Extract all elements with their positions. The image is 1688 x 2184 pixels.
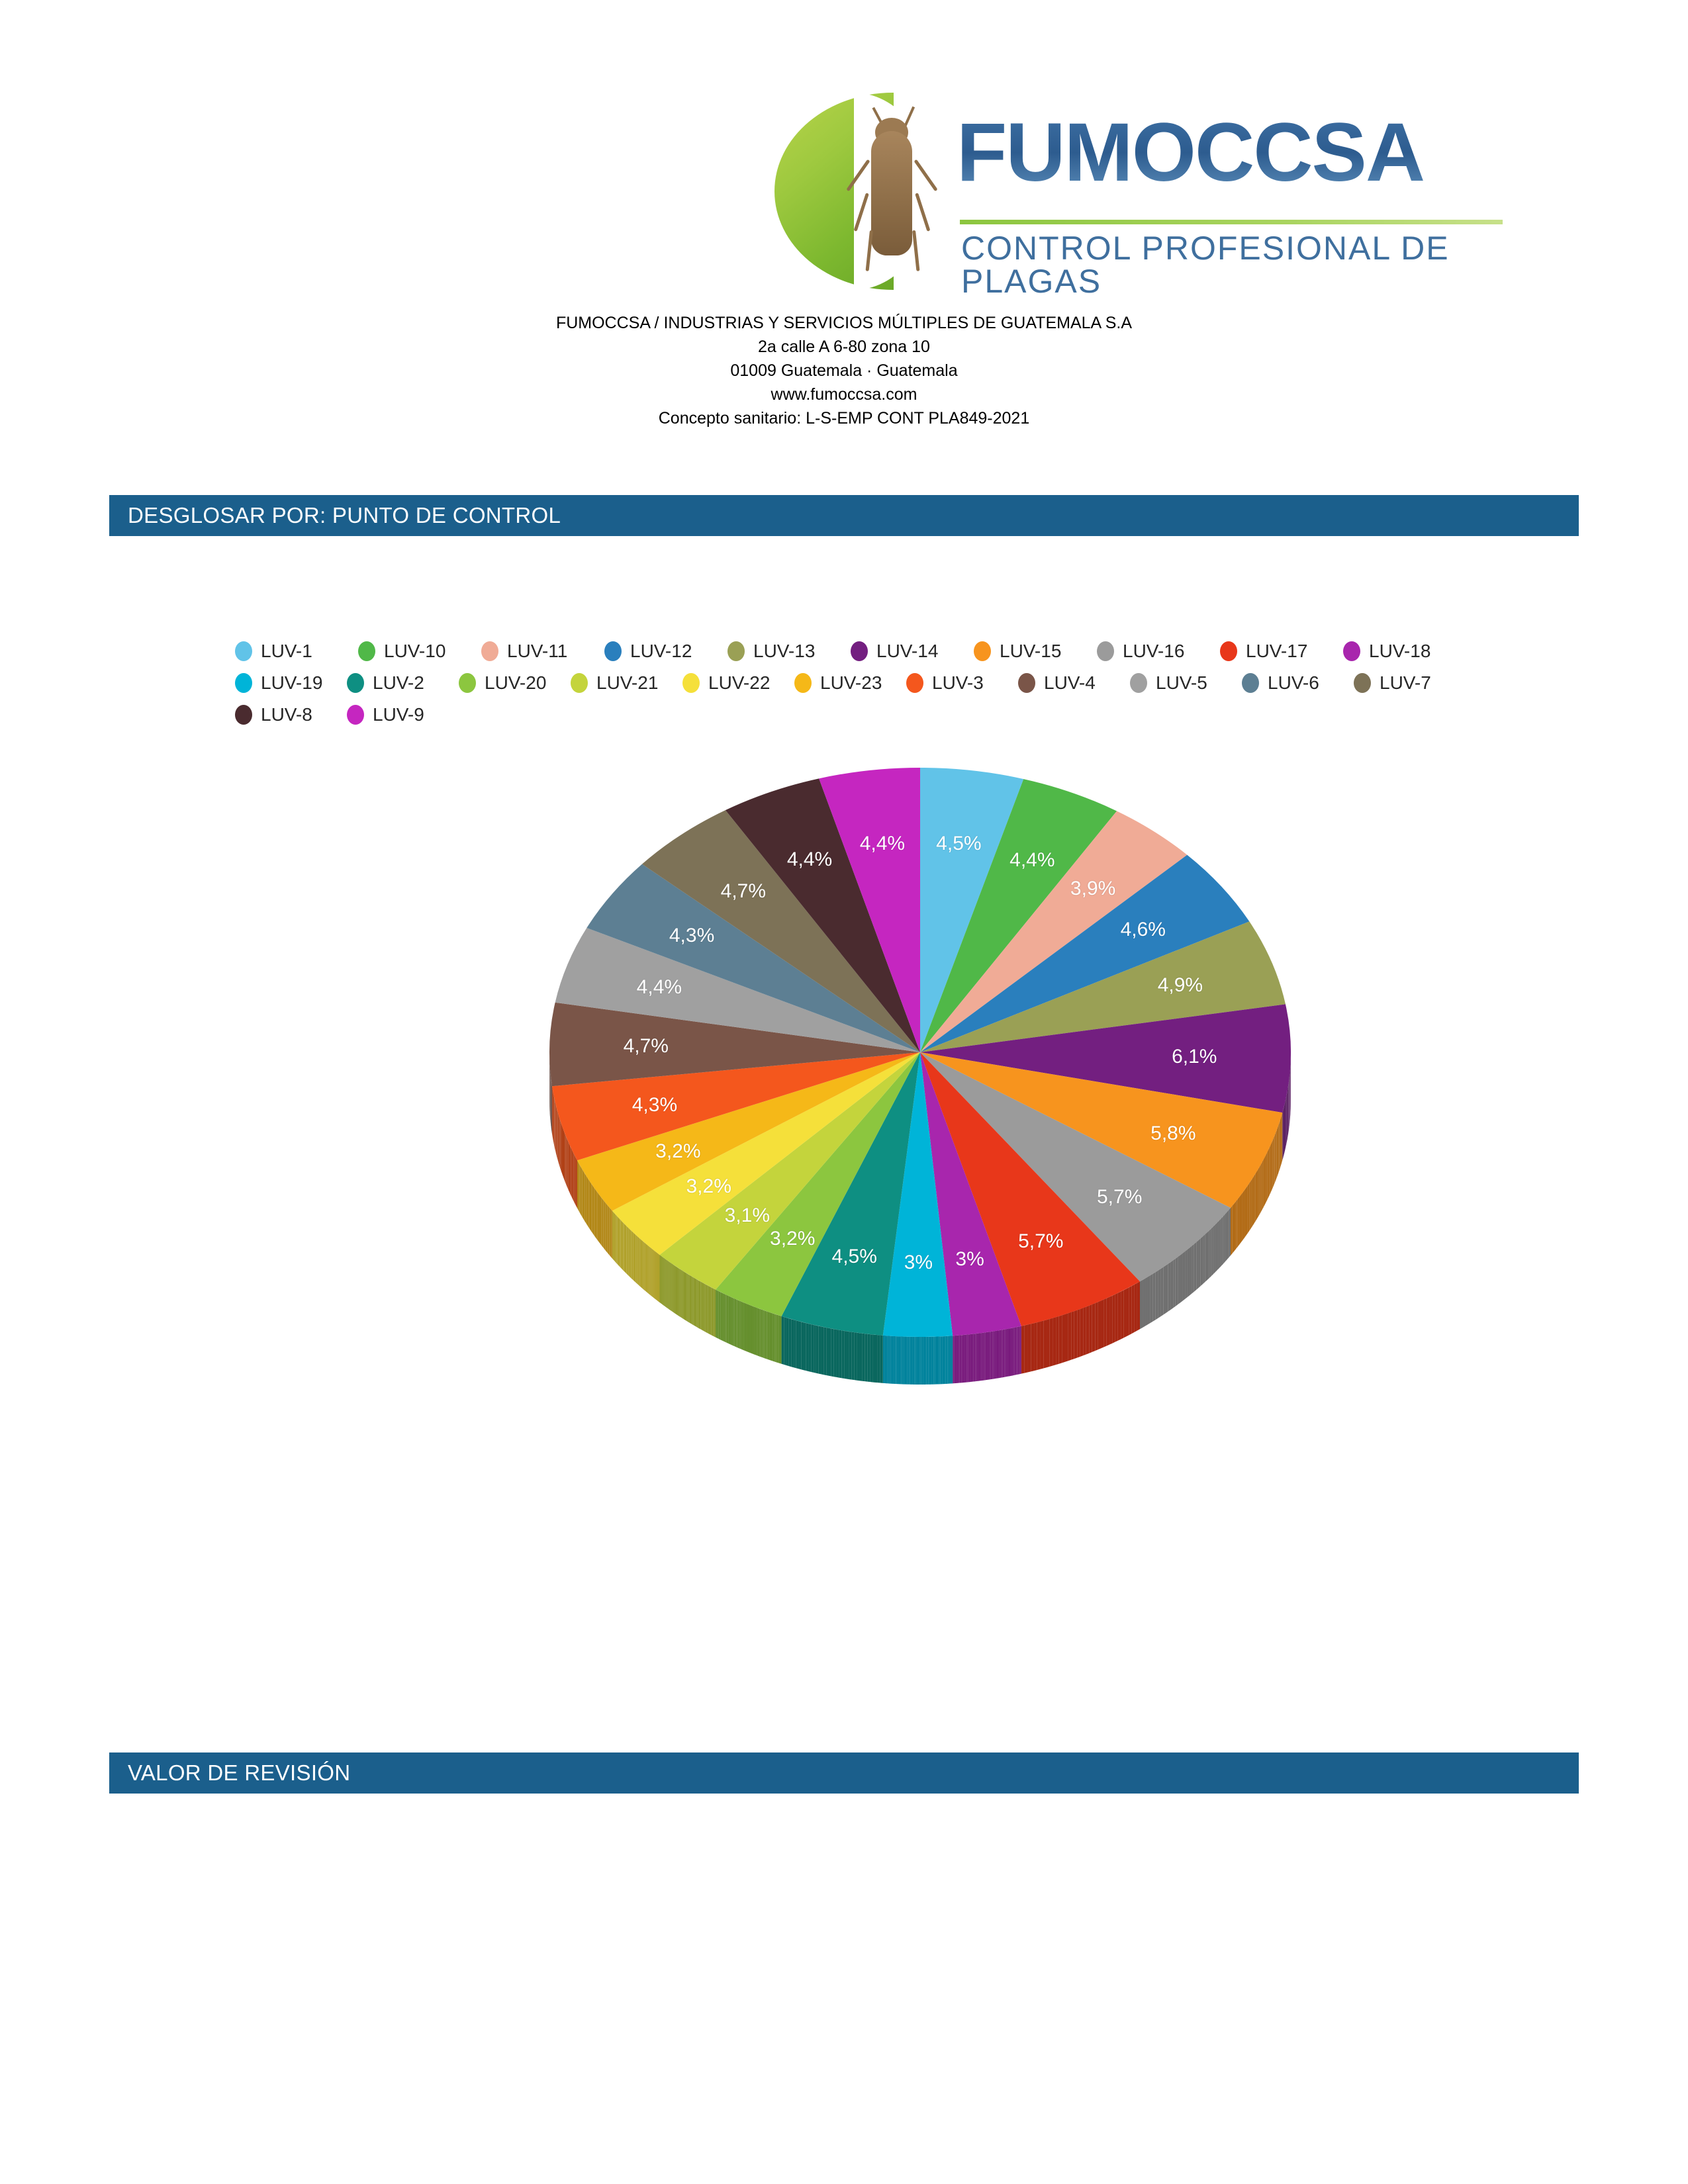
pie-label-luv-9: 4,4%: [859, 832, 906, 854]
section-bar-review-value: [109, 1752, 1579, 1794]
legend-item-luv-18[interactable]: [1343, 635, 1466, 667]
pie-label-luv-21: 3,1%: [724, 1205, 771, 1227]
legend-swatch-icon: [1130, 673, 1147, 693]
pie-label-luv-4: 4,7%: [623, 1035, 669, 1057]
pie-label-luv-20: 3,2%: [770, 1227, 816, 1250]
legend-swatch-icon: [1343, 641, 1360, 661]
pie-label-luv-5: 4,4%: [636, 976, 682, 998]
legend-swatch-icon: [851, 641, 868, 661]
sanitary-concept-line: Concepto sanitario: L-S-EMP CONT PLA849-2021: [658, 409, 1030, 428]
logo-tagline: CONTROL PROFESIONAL DE PLAGAS: [961, 230, 1450, 300]
pie-label-luv-3: 4,3%: [632, 1094, 678, 1116]
legend-item-luv-21[interactable]: [571, 667, 682, 699]
legend-swatch-icon: [1220, 641, 1237, 661]
pie-chart: [510, 768, 1331, 1403]
legend-item-luv-7[interactable]: [1354, 667, 1466, 699]
leaf-cockroach-icon: [774, 93, 927, 291]
legend-item-label: LUV-17: [1246, 641, 1308, 661]
legend-swatch-icon: [358, 641, 375, 661]
legend-item-luv-20[interactable]: [459, 667, 571, 699]
pie-label-luv-8: 4,4%: [786, 848, 833, 870]
legend-swatch-icon: [481, 641, 498, 661]
legend-swatch-icon: [727, 641, 745, 661]
website-line: www.fumoccsa.com: [771, 385, 917, 404]
pie-label-luv-11: 3,9%: [1070, 877, 1116, 899]
legend-swatch-icon: [235, 705, 252, 725]
legend-swatch-icon: [974, 641, 991, 661]
legend-swatch-icon: [1097, 641, 1114, 661]
pie-label-luv-17: 5,7%: [1018, 1230, 1064, 1252]
legend-swatch-icon: [794, 673, 812, 693]
legend-item-label: LUV-1: [261, 641, 312, 661]
legend-swatch-icon: [459, 673, 476, 693]
legend-item-label: LUV-13: [753, 641, 816, 661]
section-bar-breakdown: [109, 495, 1579, 536]
legend-item-label: LUV-23: [820, 672, 882, 693]
legend-item-luv-8[interactable]: [235, 699, 347, 731]
legend-item-label: LUV-20: [485, 672, 547, 693]
pie-label-luv-16: 5,7%: [1096, 1185, 1143, 1208]
legend-item-label: LUV-11: [507, 641, 568, 661]
legend-swatch-icon: [1354, 673, 1371, 693]
legend-item-luv-6[interactable]: [1242, 667, 1354, 699]
legend-item-label: LUV-5: [1156, 672, 1207, 693]
legend-item-label: LUV-8: [261, 704, 312, 725]
pie-label-luv-23: 3,2%: [655, 1140, 701, 1162]
legend-item-luv-23[interactable]: [794, 667, 906, 699]
legend-item-luv-17[interactable]: [1220, 635, 1343, 667]
legend-item-label: LUV-12: [630, 641, 692, 661]
pie-label-luv-1: 4,5%: [936, 832, 982, 854]
legend-swatch-icon: [1018, 673, 1035, 693]
section-bar-review-value-label: VALOR DE REVISIÓN: [128, 1760, 351, 1785]
legend-item-luv-14[interactable]: [851, 635, 974, 667]
legend-item-luv-1[interactable]: [235, 635, 358, 667]
pie-label-luv-22: 3,2%: [686, 1175, 731, 1197]
street-line: 2a calle A 6-80 zona 10: [758, 338, 930, 356]
legend-item-luv-11[interactable]: [481, 635, 604, 667]
legend-item-luv-13[interactable]: [727, 635, 851, 667]
legend-item-label: LUV-3: [932, 672, 984, 693]
pie-label-luv-2: 4,5%: [831, 1245, 877, 1267]
pie-label-luv-18: 3%: [955, 1248, 984, 1270]
legend-item-label: LUV-4: [1044, 672, 1096, 693]
pie-label-luv-6: 4,3%: [669, 924, 715, 946]
legend-swatch-icon: [571, 673, 588, 693]
legend-swatch-icon: [682, 673, 700, 693]
logo-wordmark: FUMOCCSA: [957, 107, 1425, 199]
legend-item-luv-9[interactable]: [347, 699, 459, 731]
legend-item-label: LUV-14: [876, 641, 939, 661]
legend-item-luv-19[interactable]: [235, 667, 347, 699]
pie-label-luv-7: 4,7%: [720, 880, 767, 902]
legend-item-luv-5[interactable]: [1130, 667, 1242, 699]
legend-item-label: LUV-22: [708, 672, 771, 693]
legend-swatch-icon: [235, 673, 252, 693]
legend-item-luv-22[interactable]: [682, 667, 794, 699]
legend-swatch-icon: [906, 673, 923, 693]
legend-item-label: LUV-18: [1369, 641, 1431, 661]
company-logo: [768, 93, 1509, 298]
legend-item-luv-12[interactable]: [604, 635, 727, 667]
legend-item-label: LUV-9: [373, 704, 424, 725]
legend-item-label: LUV-7: [1380, 672, 1431, 693]
pie-label-luv-12: 4,6%: [1120, 918, 1166, 940]
pie-label-luv-19: 3%: [904, 1251, 933, 1274]
legend-item-label: LUV-15: [1000, 641, 1062, 661]
legend-swatch-icon: [235, 641, 252, 661]
pie-slice-labels: [510, 768, 1331, 1403]
logo-divider: [960, 220, 1503, 224]
legend-swatch-icon: [1242, 673, 1259, 693]
legend-item-label: LUV-2: [373, 672, 424, 693]
pie-label-luv-13: 4,9%: [1157, 974, 1203, 996]
chart-legend: [235, 635, 1466, 731]
section-bar-breakdown-label: DESGLOSAR POR: PUNTO DE CONTROL: [128, 503, 561, 527]
legend-swatch-icon: [347, 673, 364, 693]
company-name-line: FUMOCCSA / INDUSTRIAS Y SERVICIOS MÚLTIPLES DE GUATEMALA S.A: [555, 314, 1133, 332]
legend-swatch-icon: [604, 641, 622, 661]
legend-swatch-icon: [347, 705, 364, 725]
city-line: 01009 Guatemala · Guatemala: [730, 361, 958, 380]
legend-item-luv-15[interactable]: [974, 635, 1097, 667]
legend-item-luv-3[interactable]: [906, 667, 1018, 699]
pie-label-luv-15: 5,8%: [1150, 1122, 1196, 1144]
legend-item-label: LUV-10: [384, 641, 446, 661]
legend-item-luv-16[interactable]: [1097, 635, 1220, 667]
legend-item-label: LUV-19: [261, 672, 323, 693]
pie-label-luv-14: 6,1%: [1172, 1045, 1217, 1068]
company-address-block: [0, 311, 1688, 430]
legend-item-label: LUV-16: [1123, 641, 1185, 661]
legend-item-luv-2[interactable]: [347, 667, 459, 699]
legend-item-luv-10[interactable]: [358, 635, 481, 667]
legend-item-label: LUV-6: [1268, 672, 1319, 693]
pie-label-luv-10: 4,4%: [1009, 848, 1055, 871]
legend-item-luv-4[interactable]: [1018, 667, 1130, 699]
legend-item-label: LUV-21: [596, 672, 659, 693]
